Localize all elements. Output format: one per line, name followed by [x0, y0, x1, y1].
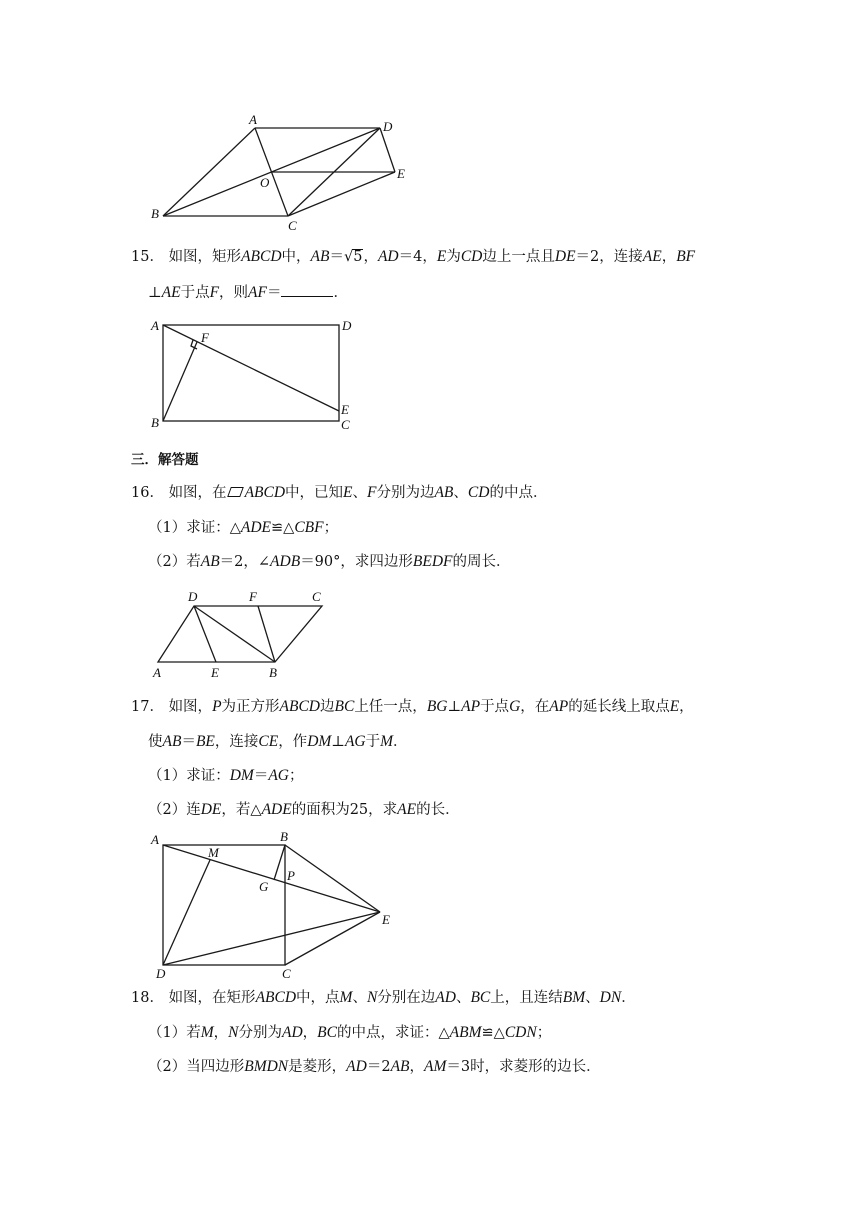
label-M: M — [208, 845, 219, 860]
label-E: E — [341, 402, 349, 417]
q16-line2: （1）求证：△ADE≌△CBF； — [148, 519, 339, 536]
sqrt-sign: √ — [343, 249, 354, 265]
figure-q17 — [145, 828, 400, 983]
q18-line2: （1）若M，N分别为AD，BC的中点，求证：△ABM≌△CDN； — [148, 1024, 552, 1041]
q17-number: 17． — [131, 699, 164, 715]
q15-number: 15． — [131, 249, 164, 265]
q17-line4: （2）连DE，若△ADE的面积为25，求AE的长． — [148, 801, 460, 818]
parallelogram-ABCD — [158, 606, 322, 662]
label-E: E — [382, 912, 390, 927]
sqrt-radicand: 5 — [353, 249, 363, 265]
segment-BF — [163, 342, 197, 421]
label-D: D — [156, 966, 166, 981]
q16-line3: （2）若AB＝2，∠ADB＝90°，求四边形BEDF的周长． — [148, 553, 511, 570]
label-A: A — [153, 665, 161, 680]
segment-BE — [285, 845, 380, 912]
q18-number: 18． — [131, 990, 164, 1006]
section-title: 三．解答题 — [131, 452, 199, 468]
q17-line1: 17． 如图，P为正方形ABCD边BC上任一点，BG⊥AP于点G，在AP的延长线上取点E， — [131, 698, 694, 715]
label-G: G — [259, 879, 269, 894]
figure-q14 — [140, 108, 420, 233]
label-B: B — [151, 415, 159, 430]
label-F: F — [249, 589, 257, 604]
label-E: E — [211, 665, 219, 680]
segment-DE — [163, 912, 380, 965]
label-A: A — [151, 318, 159, 333]
segment-AB — [163, 128, 255, 216]
label-B: B — [269, 665, 277, 680]
label-A: A — [249, 112, 257, 127]
label-B: B — [151, 206, 159, 221]
parallelogram-symbol — [227, 487, 244, 497]
segment-DB — [194, 606, 275, 662]
segment-DE — [194, 606, 216, 662]
q17-line2: 使AB＝BE，连接CE，作DM⊥AG于M． — [148, 733, 408, 750]
q16-number: 16． — [131, 485, 164, 501]
segment-BG — [274, 845, 285, 880]
segment-AE — [163, 845, 380, 912]
segment-CE — [285, 912, 380, 965]
q15-line2: ⊥AE于点F，则AF＝ ． — [148, 284, 348, 301]
figure-q16 — [145, 585, 335, 680]
q15-line1: 15． 如图，矩形ABCD中，AB＝√5，AD＝4，E为CD边上一点且DE＝2，连接AE，BF — [131, 248, 696, 265]
answer-blank[interactable] — [281, 282, 333, 297]
figure-q15 — [140, 312, 370, 436]
label-D: D — [383, 119, 393, 134]
label-O: O — [260, 175, 270, 190]
label-B: B — [280, 829, 288, 844]
segment-CE — [288, 172, 395, 216]
label-E: E — [397, 166, 405, 181]
label-C: C — [282, 966, 291, 981]
label-D: D — [188, 589, 198, 604]
label-P: P — [287, 868, 295, 883]
label-C: C — [341, 417, 350, 432]
q16-line1: 16． 如图，在 ABCD中，已知E、F分别为边AB、CD的中点． — [131, 484, 548, 501]
q17-line3: （1）求证：DM＝AG； — [148, 767, 304, 784]
rectangle-ABCD — [163, 325, 339, 421]
label-F: F — [201, 330, 209, 345]
label-C: C — [312, 589, 321, 604]
q18-line1: 18． 如图，在矩形ABCD中，点M、N分别在边AD、BC上，且连结BM、DN． — [131, 989, 636, 1006]
label-A: A — [151, 832, 159, 847]
square-ABCD — [163, 845, 285, 965]
label-D: D — [342, 318, 352, 333]
segment-AE — [163, 325, 339, 411]
q18-line3: （2）当四边形BMDN是菱形，AD＝2AB，AM＝3时，求菱形的边长． — [148, 1058, 601, 1075]
segment-DE — [380, 128, 395, 172]
label-C: C — [288, 218, 297, 233]
segment-FB — [258, 606, 275, 662]
segment-DM — [163, 860, 210, 965]
